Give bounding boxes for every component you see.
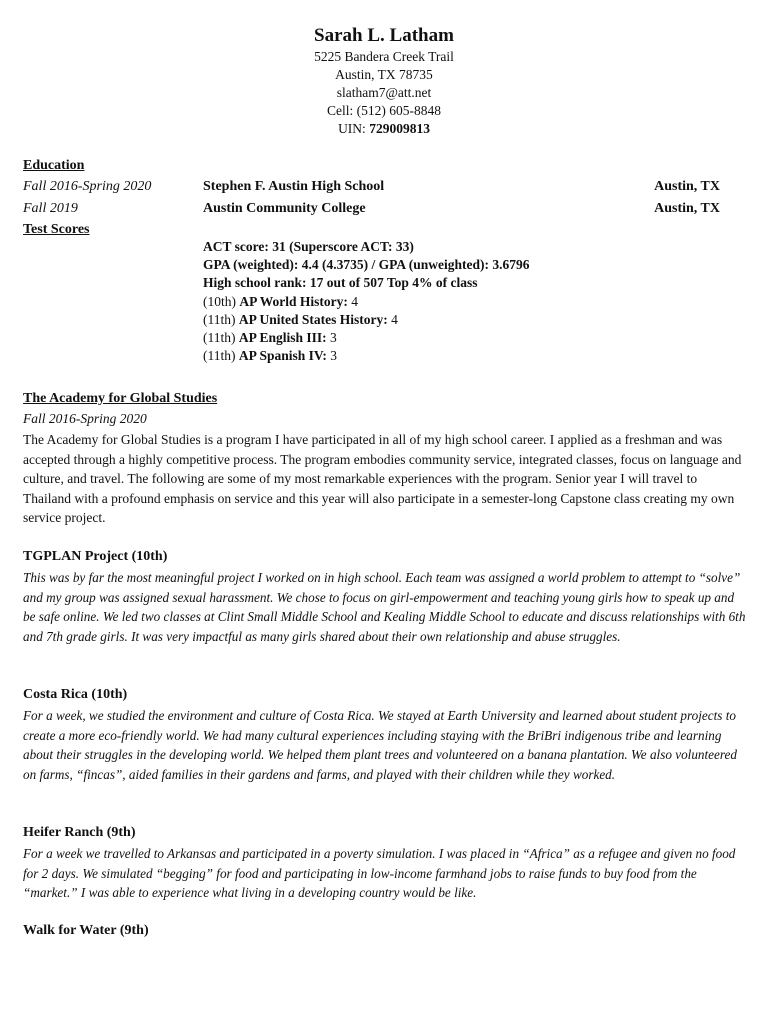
project-description: For a week, we studied the environment and culture of Costa Rica. We stayed at Earth University and learned about student projects to create a more eco-friendly world. We had many cultural experiences including staying with the BriBri indigenous tribe and learning about their struggles in the developing world. We helped them plant trees and volunteered on a banana plantation. We also volunteered on farms, “fincas”, aided families in their gardens and farms, and played with their children while they worked. [23,708,737,782]
ap-course: AP Spanish IV: [238,348,327,364]
act-score: ACT score: 31 (Superscore ACT: 33) [203,239,414,254]
project-description: This was by far the most meaningful project I worked on in high school. Each team was assigned a world problem to attempt to “solve” and my group was assigned sexual harassment. We chose to focus on girl-empowerment and teaching young girls how to speak up and be safe online. We led two classes at Clint Small Middle School and Kealing Middle School to educate and discuss relationships with 6th and 7th grade girls. It was very impactful as many girls shared about their own relationship and abuse struggles. [23,570,746,644]
academy-description: The Academy for Global Studies is a program I have participated in all of my high school career. I applied as a freshman and was accepted through a highly competitive process. The program embodies community service, integrated classes, focus on language and culture, and travel. The following are some of my most remarkable experiences with the program. Senior year I will travel to Thailand with a profound emphasis on service and this year will also participate in a semester-long Capstone class creating my own service project. [23,432,742,525]
education-row [23,177,723,197]
education-location: Austin, TX [654,179,720,194]
ap-score [203,293,529,311]
academy-dates: Fall 2016-Spring 2020 [23,411,147,426]
address-line-2: Austin, TX 78735 [335,67,433,82]
education-school: Stephen F. Austin High School [203,179,385,194]
class-rank: High school rank: 17 out of 507 Top 4% of class [203,275,478,291]
ap-grade: (11th) [203,348,239,364]
project-title: Heifer Ranch (9th) [23,825,136,840]
education-location: Austin, TX [654,201,720,216]
project-title: TGPLAN Project (10th) [23,549,168,564]
ap-course: AP English III: [238,330,327,346]
education-heading: Education [23,158,85,173]
ap-grade: (11th) [203,330,239,346]
uin-line [0,120,768,138]
ap-score-value: 4 [347,293,359,309]
ap-score [203,347,529,365]
test-scores-list [203,238,529,365]
education-school: Austin Community College [203,201,366,216]
ap-score [203,329,529,347]
education-row [23,199,723,219]
ap-score [203,311,529,329]
ap-score-value: 3 [326,348,338,364]
academy-heading: The Academy for Global Studies [23,391,218,406]
ap-course: AP World History: [239,293,348,309]
ap-grade: (11th) [203,311,239,327]
project-description: For a week we travelled to Arkansas and participated in a poverty simulation. I was placed in “Africa” as a refugee and given no food for 2 days. We simulated “begging” for food and participating in low-income farmhand jobs to raise funds to buy food from the “market.” I was able to experience what living in a developing country would be like. [23,846,736,900]
resume-header [0,24,768,138]
ap-grade: (10th) [203,293,240,309]
uin-value: 729009813 [369,121,430,136]
project-title: Walk for Water (9th) [23,923,149,938]
cell-phone: Cell: (512) 605-8848 [327,103,441,118]
email-address: slatham7@att.net [336,85,432,100]
address-line-1: 5225 Bandera Creek Trail [314,49,454,64]
education-date: Fall 2019 [23,201,78,216]
ap-course: AP United States History: [238,311,388,327]
uin-label: UIN: [338,121,370,136]
ap-score-value: 3 [326,330,337,346]
ap-score-value: 4 [387,311,398,327]
project-title: Costa Rica (10th) [23,687,128,702]
test-scores-heading: Test Scores [23,222,90,237]
education-date: Fall 2016-Spring 2020 [23,179,152,194]
gpa: GPA (weighted): 4.4 (4.3735) / GPA (unweighted): 3.6796 [203,257,530,273]
applicant-name: Sarah L. Latham [314,25,454,46]
